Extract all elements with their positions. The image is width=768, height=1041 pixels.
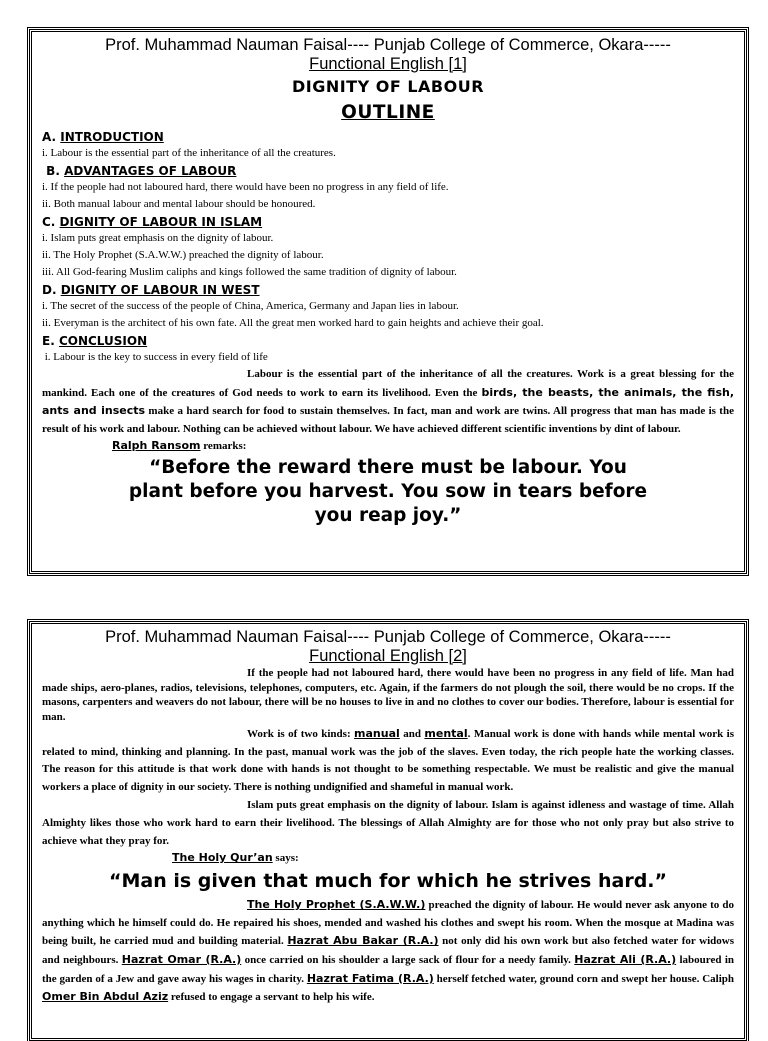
paragraph-emphasis: Hazrat Fatima (R.A.): [306, 971, 434, 985]
paragraph-emphasis: manual: [354, 727, 400, 740]
outline-point: i. Labour is the essential part of the inheritance of all the creatures.: [42, 147, 336, 159]
islam-paragraph: [42, 797, 734, 850]
paragraph-text: once carried on his shoulder a large sack of flour for a needy family.: [241, 953, 575, 966]
paragraph-emphasis: Hazrat Abu Bakar (R.A.): [287, 934, 439, 948]
notes-page-2: [29, 621, 747, 1041]
paragraph-emphasis: The Holy Prophet (S.A.W.W.): [247, 898, 426, 912]
quote-source: The Holy Qur’an: [172, 851, 273, 865]
intro-paragraph: [42, 366, 734, 438]
paragraph-emphasis: Omer Bin Abdul Aziz: [42, 990, 169, 1004]
paragraph-emphasis: birds, the beasts, the animals, the fish, ants and insects: [42, 385, 734, 418]
paragraph-text: Labour is the essential part of the inheritance of all the creatures. Work is a great blessing for the mankind. Each one of the creatures of God needs to work to earn its livelihood. Even the: [42, 368, 734, 399]
paragraph-text: refused to engage a servant to help his wife.: [168, 991, 375, 1004]
section-letter: A.: [42, 130, 61, 144]
quote-author: Ralph Ransom: [112, 439, 201, 453]
paragraph-text: make a hard search for food to sustain themselves. In fact, man and work are twins. All progress that man has made is the result of his work and labour. Nothing can be achieved without labour. We have achieved different scientific inventions by dint of labour.: [42, 405, 734, 435]
section-label: DIGNITY OF LABOUR IN ISLAM: [59, 215, 263, 229]
paragraph-text: and: [399, 728, 425, 740]
section-letter: B.: [42, 164, 65, 178]
featured-quote: “Man is given that much for which he strives hard.”: [109, 870, 667, 893]
outline-section-introduction: [42, 129, 734, 162]
attribution-suffix: says:: [272, 852, 299, 865]
quote-attribution: [42, 850, 734, 866]
outline-point: ii. The Holy Prophet (S.A.W.W.) preached the dignity of labour.: [42, 249, 324, 261]
paragraph-emphasis: mental: [424, 727, 468, 740]
advantages-paragraph: [42, 666, 734, 724]
paragraph-text: laboured in the garden of a Jew and gave away his wages in charity.: [42, 953, 735, 985]
header-author-college: Prof. Muhammad Nauman Faisal---- Punjab College of Commerce, Okara-----: [105, 36, 671, 54]
section-label: INTRODUCTION: [60, 130, 164, 144]
paragraph-emphasis: Hazrat Omar (R.A.): [121, 952, 242, 966]
outline-section-conclusion: [42, 333, 734, 366]
outline-section-islam: [42, 214, 734, 281]
outline-point: iii. All God-fearing Muslim caliphs and kings followed the same tradition of dignity of labour.: [42, 266, 457, 278]
outline-point: i. Labour is the key to success in every field of life: [42, 351, 268, 363]
section-label: CONCLUSION: [58, 334, 148, 348]
section-heading: [42, 129, 734, 145]
outline-point: i. Islam puts great emphasis on the dignity of labour.: [42, 232, 274, 244]
featured-quote: “Before the reward there must be labour. You plant before you harvest. You sow in tears before you reap joy.”: [128, 457, 648, 527]
section-label: DIGNITY OF LABOUR IN WEST: [60, 283, 260, 297]
section-heading: [42, 282, 734, 298]
header-course: Functional English [1]: [309, 55, 467, 73]
header-author-college: Prof. Muhammad Nauman Faisal---- Punjab College of Commerce, Okara-----: [105, 628, 671, 646]
section-letter: E.: [42, 334, 59, 348]
section-heading: [42, 163, 734, 179]
page-header: [42, 36, 734, 74]
prophet-paragraph: [42, 896, 734, 1007]
section-letter: C.: [42, 215, 60, 229]
outline-point: ii. Both manual labour and mental labour should be honoured.: [42, 198, 316, 210]
quote-attribution: [42, 438, 734, 454]
outline-section-advantages: [42, 163, 734, 213]
outline-point: i. If the people had not laboured hard, there would have been no progress in any field of life.: [42, 181, 449, 193]
paragraph-text: not only did his own work but also fetched water for widows and neighbours.: [42, 935, 735, 966]
paragraph-text: Work is of two kinds:: [247, 728, 355, 740]
section-heading: [42, 214, 734, 230]
paragraph-text: If the people had not laboured hard, there would have been no progress in any field of life. Man had made ships, aero-planes, radios, televisions, telephones, computers, etc. Again, if the farmers do not plough the soil, there would be no crops. If the masons, carpenters and weavers do not labour, there will be no houses to live in and no clothes to cover our bodies. Therefore, labour is essential for man.: [42, 667, 734, 723]
essay-title: DIGNITY OF LABOUR: [291, 77, 485, 96]
section-heading: [42, 333, 734, 349]
kinds-of-work-paragraph: [42, 725, 734, 796]
section-letter: D.: [42, 283, 61, 297]
outline-point: ii. Everyman is the architect of his own fate. All the great men worked hard to gain heights and achieve their goal.: [42, 317, 544, 329]
paragraph-emphasis: Hazrat Ali (R.A.): [574, 952, 677, 966]
notes-page-1: [29, 29, 747, 574]
attribution-suffix: remarks:: [200, 440, 247, 453]
outline-heading: OUTLINE: [341, 102, 435, 123]
outline-point: i. The secret of the success of the people of China, America, Germany and Japan lies in labour.: [42, 300, 459, 312]
page-header: [42, 628, 734, 666]
outline-section-west: [42, 282, 734, 332]
paragraph-text: preached the dignity of labour. He would never ask anyone to do anything which he himself could do. He repaired his shoes, mended and washed his clothes and swept his room. When the mosque at Madina was being built, he carried mud and building material.: [42, 899, 734, 948]
paragraph-text: Islam puts great emphasis on the dignity of labour. Islam is against idleness and wastage of time. Allah Almighty likes those who work hard to earn their livelihood. The blessings of Allah Almighty are for those who not only pray but also strive to achieve what they pray for.: [42, 799, 734, 847]
paragraph-text: herself fetched water, ground corn and swept her house. Caliph: [433, 972, 734, 985]
header-course: Functional English [2]: [309, 647, 467, 665]
paragraph-text: . Manual work is done with hands while mental work is related to mind, thinking and planning. In the past, manual work was the job of the slaves. Even today, the rich people hate the working classes. The reason for this attitude is that work done with hands is not thought to be something respectable. We must be realistic and give the manual workers a place of dignity in our society. There is nothing undignified and shameful in manual work.: [42, 728, 734, 793]
section-label: ADVANTAGES OF LABOUR: [64, 164, 237, 178]
